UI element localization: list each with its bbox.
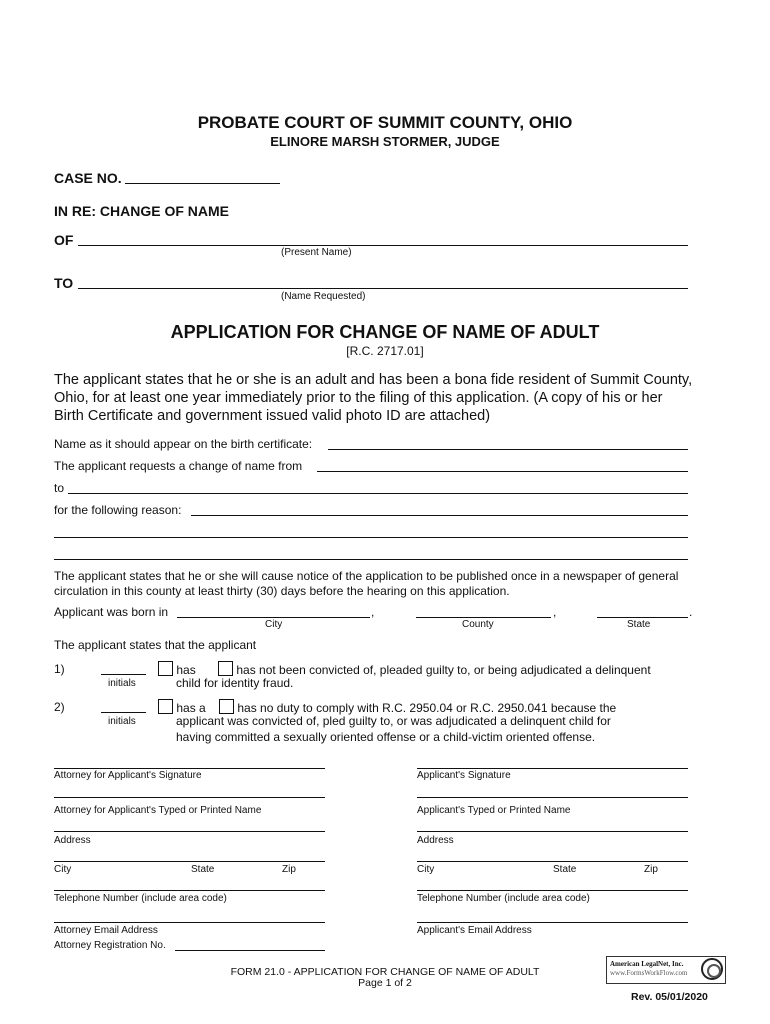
item-1-text-line-2: child for identity fraud. — [176, 676, 294, 690]
attorney-printed-name-field[interactable] — [54, 797, 325, 798]
attorney-zip-label: Zip — [282, 864, 296, 875]
form-title: APPLICATION FOR CHANGE OF NAME OF ADULT — [170, 322, 600, 342]
county-caption: County — [462, 619, 494, 630]
applicant-state-label: State — [553, 864, 577, 875]
attorney-city-state-zip-field[interactable] — [54, 861, 325, 862]
attorney-address-label: Address — [54, 835, 91, 846]
item-1-number: 1) — [54, 662, 65, 676]
statement-line-3: Birth Certificate and government issued valid photo ID are attached) — [54, 408, 491, 424]
case-no-label: CASE NO. — [54, 170, 122, 186]
reason-label: for the following reason: — [54, 503, 182, 517]
item-2-text-line-1: has no duty to comply with R.C. 2950.04 or R.C. 2950.041 because the — [237, 701, 617, 715]
applicant-phone-label: Telephone Number (include area code) — [417, 893, 590, 904]
court-title: PROBATE COURT OF SUMMIT COUNTY, OHIO — [197, 113, 573, 132]
applicant-signature-label: Applicant's Signature — [417, 770, 511, 781]
applicant-email-label: Applicant's Email Address — [417, 925, 532, 936]
attorney-email-label: Attorney Email Address — [54, 925, 158, 936]
item-1-has-not-checkbox[interactable] — [218, 661, 233, 676]
item-2-initials-field[interactable] — [101, 712, 146, 713]
change-from-field[interactable] — [317, 471, 688, 472]
case-no-field[interactable] — [125, 183, 280, 184]
state-caption: State — [627, 619, 651, 630]
item-2-number: 2) — [54, 700, 65, 714]
item-2-has-label: has a — [176, 701, 206, 715]
logo-company: American LegalNet, Inc. — [610, 960, 684, 968]
attorney-phone-field[interactable] — [54, 890, 325, 891]
logo-url: www.FormsWorkFlow.com — [610, 969, 688, 977]
item-2-has-option[interactable] — [158, 699, 206, 715]
present-name-caption: (Present Name) — [281, 247, 352, 258]
item-1-text-line-1: has not been convicted of, pleaded guilty to, or being adjudicated a delinquent — [236, 663, 651, 677]
notice-line-2: circulation in this county at least thirty (30) days before the hearing on this application. — [54, 584, 510, 598]
declaration-intro: The applicant states that the applicant — [54, 638, 257, 652]
item-1-has-not-option[interactable] — [218, 661, 651, 677]
item-2-text-line-2: applicant was convicted of, pled guilty to, or was adjudicated a delinquent child for — [176, 714, 611, 728]
statement-line-1: The applicant states that he or she is an adult and has been a bona fide resident of Summit County, — [54, 372, 693, 388]
applicant-city-state-zip-field[interactable] — [417, 861, 688, 862]
applicant-email-field[interactable] — [417, 922, 688, 923]
period: . — [689, 605, 693, 619]
item-1-has-checkbox[interactable] — [158, 661, 173, 676]
item-1-initials-field[interactable] — [101, 674, 146, 675]
form-number: FORM 21.0 - APPLICATION FOR CHANGE OF NAME OF ADULT — [230, 966, 540, 978]
page-number: Page 1 of 2 — [358, 977, 412, 989]
seal-icon — [701, 958, 723, 980]
american-legalnet-logo[interactable] — [606, 956, 726, 984]
attorney-printed-name-label: Attorney for Applicant's Typed or Printed Name — [54, 805, 262, 816]
applicant-signature-field[interactable] — [417, 768, 688, 769]
attorney-registration-label: Attorney Registration No. — [54, 940, 166, 951]
attorney-city-label: City — [54, 864, 72, 875]
notice-line-1: The applicant states that he or she will cause notice of the application to be published once in a newspaper of general — [54, 569, 679, 583]
birth-cert-name-label: Name as it should appear on the birth certificate: — [54, 437, 313, 451]
item-1-has-option[interactable] — [158, 661, 196, 677]
applicant-zip-label: Zip — [644, 864, 658, 875]
city-caption: City — [265, 619, 283, 630]
judge-name: ELINORE MARSH STORMER, JUDGE — [270, 134, 500, 149]
applicant-printed-name-label: Applicant's Typed or Printed Name — [417, 805, 571, 816]
attorney-phone-label: Telephone Number (include area code) — [54, 893, 227, 904]
item-2-no-duty-option[interactable] — [219, 699, 616, 715]
applicant-address-field[interactable] — [417, 831, 688, 832]
attorney-address-field[interactable] — [54, 831, 325, 832]
birth-city-field[interactable] — [177, 617, 370, 618]
attorney-registration-field[interactable] — [175, 950, 325, 951]
comma: , — [553, 605, 557, 619]
requested-name-field[interactable] — [78, 288, 688, 289]
attorney-signature-label: Attorney for Applicant's Signature — [54, 770, 202, 781]
attorney-state-label: State — [191, 864, 215, 875]
item-2-has-checkbox[interactable] — [158, 699, 173, 714]
change-from-label: The applicant requests a change of name from — [54, 459, 303, 473]
applicant-printed-name-field[interactable] — [417, 797, 688, 798]
requested-name-caption: (Name Requested) — [281, 291, 366, 302]
statute-reference: [R.C. 2717.01] — [346, 344, 424, 358]
initials-caption: initials — [108, 678, 136, 689]
of-label: OF — [54, 232, 74, 248]
reason-field-2[interactable] — [54, 537, 688, 538]
born-in-label: Applicant was born in — [54, 605, 169, 619]
birth-county-field[interactable] — [416, 617, 551, 618]
logo-text — [610, 960, 687, 978]
initials-caption: initials — [108, 716, 136, 727]
item-1-has-label: has — [176, 663, 196, 677]
change-to-label: to — [54, 481, 65, 495]
birth-state-field[interactable] — [597, 617, 688, 618]
statement-line-2: Ohio, for at least one year immediately prior to the filing of this application. (A copy of his or her — [54, 390, 663, 406]
in-re-label: IN RE: CHANGE OF NAME — [54, 203, 229, 219]
applicant-address-label: Address — [417, 835, 454, 846]
item-2-no-duty-checkbox[interactable] — [219, 699, 234, 714]
present-name-field[interactable] — [78, 245, 688, 246]
revision-date: Rev. 05/01/2020 — [631, 991, 708, 1003]
to-label: TO — [54, 275, 74, 291]
birth-cert-name-field[interactable] — [328, 449, 688, 450]
attorney-signature-field[interactable] — [54, 768, 325, 769]
attorney-email-field[interactable] — [54, 922, 325, 923]
comma: , — [371, 605, 375, 619]
applicant-phone-field[interactable] — [417, 890, 688, 891]
applicant-city-label: City — [417, 864, 435, 875]
reason-field-3[interactable] — [54, 559, 688, 560]
change-to-field[interactable] — [68, 493, 688, 494]
item-2-text-line-3: having committed a sexually oriented offense or a child-victim oriented offense. — [176, 730, 596, 744]
reason-field-1[interactable] — [191, 515, 688, 516]
